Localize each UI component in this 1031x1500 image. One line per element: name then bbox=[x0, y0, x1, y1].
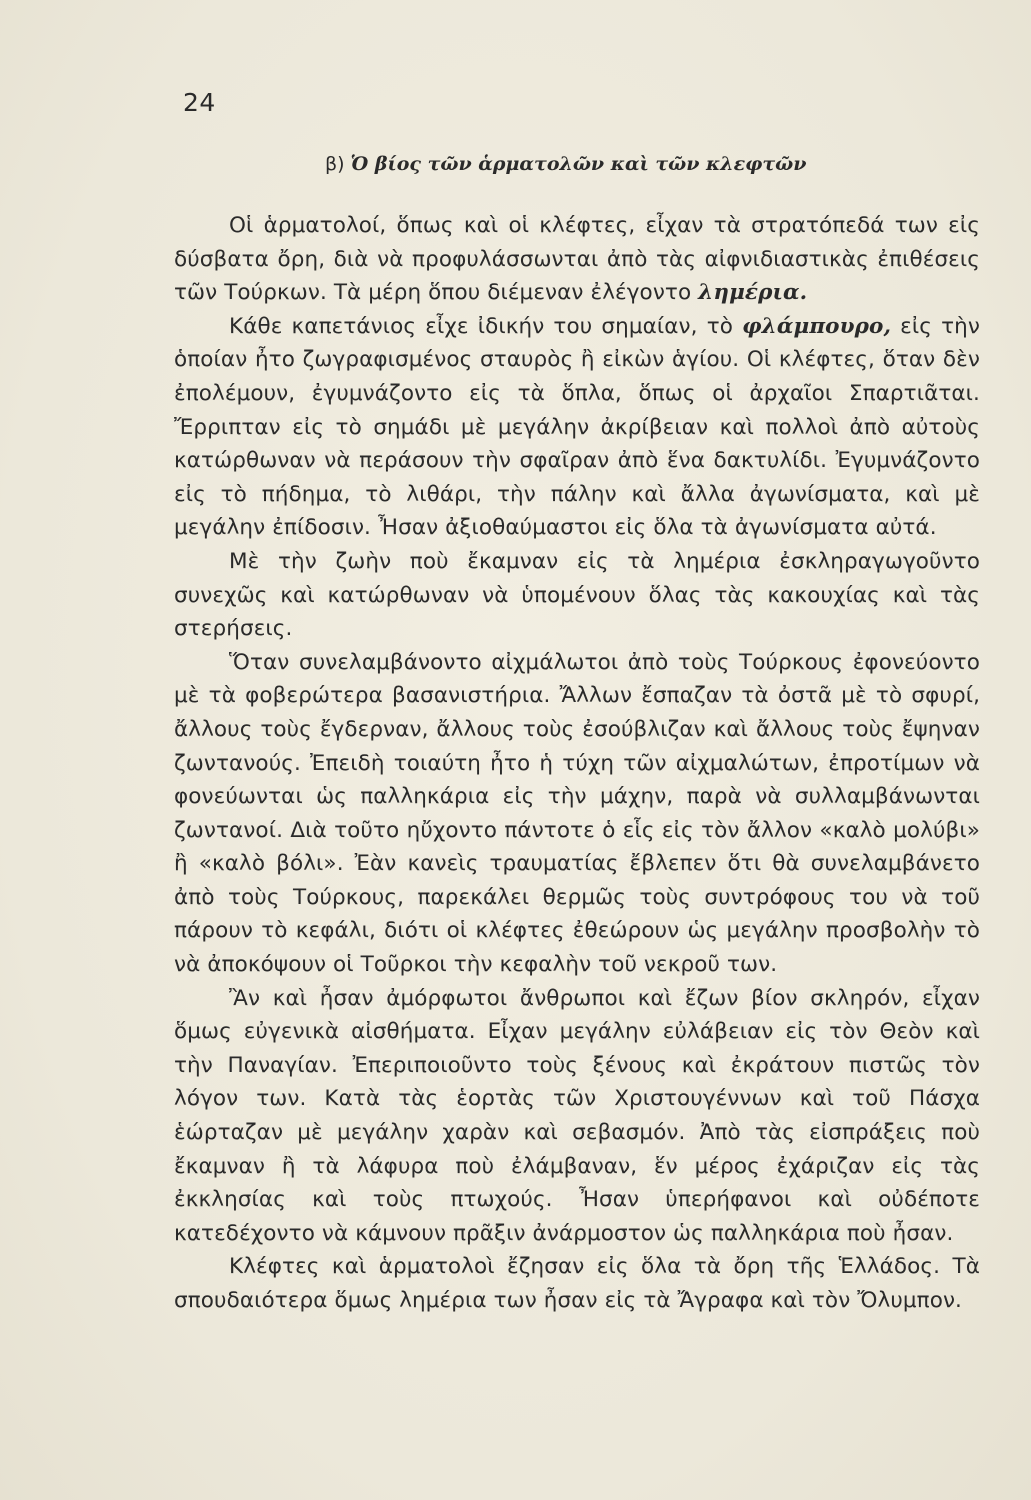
body-text bbox=[174, 209, 980, 1318]
paragraph-text: Κάθε καπετάνιος εἶχε ἰδικήν του σημαίαν, τὸ bbox=[229, 313, 743, 339]
section-heading-title: Ὁ βίος τῶν ἁρματολῶν καὶ τῶν κλεφτῶν bbox=[350, 153, 807, 175]
paragraph bbox=[174, 982, 980, 1251]
paragraph-text: εἰς τὴν ὁποίαν ἦτο ζωγραφισμένος σταυρὸς ἢ εἰκὼν ἁγίου. Οἱ κλέφτες, ὅταν δὲν ἐπολέμουν, ἐγυμνάζοντο εἰς τὰ ὅπλα, ὅπως οἱ ἀρχαῖοι Σπαρτιᾶται. Ἔρριπταν εἰς τὸ σημάδι μὲ μεγάλην ἀκρίβειαν καὶ πολλοὶ ἀπὸ αὐτοὺς κατώρθωναν νὰ περάσουν τὴν σφαῖραν ἀπὸ ἕνα δακτυλίδι. Ἐγυμνάζοντο εἰς τὸ πήδημα, τὸ λιθάρι, τὴν πάλην καὶ ἄλλα ἀγωνίσματα, καὶ μὲ μεγάλην ἐπίδοσιν. Ἦσαν ἀξιοθαύμαστοι εἰς ὅλα τὰ ἀγωνίσματα αὐτά. bbox=[174, 313, 980, 541]
paragraph-text: Οἱ ἁρματολοί, ὅπως καὶ οἱ κλέφτες, εἶχαν τὰ στρατόπεδά των εἰς δύσβατα ὄρη, διὰ νὰ προφυλάσσωνται ἀπὸ τὰς αἰφνιδιαστικὰς ἐπιθέσεις τῶν Τούρκων. Τὰ μέρη ὅπου διέμεναν ἐλέγοντο bbox=[174, 213, 980, 306]
paragraph bbox=[174, 209, 980, 310]
emphasized-term: λημέρια. bbox=[698, 280, 808, 306]
paragraph bbox=[174, 1250, 980, 1317]
paragraph-text: Ὅταν συνελαμβάνοντο αἰχμάλωτοι ἀπὸ τοὺς Τούρκους ἐφονεύοντο μὲ τὰ φοβερώτερα βασανιστήρια. Ἄλλων ἔσπαζαν τὰ ὀστᾶ μὲ τὸ σφυρί, ἄλλους τοὺς ἔγδερναν, ἄλλους τοὺς ἐσούβλιζαν καὶ ἄλλους τοὺς ἔψηναν ζωντανούς. Ἐπειδὴ τοιαύτη ἦτο ἡ τύχη τῶν αἰχμαλώτων, ἐπροτίμων νὰ φονεύωνται ὡς παλληκάρια εἰς τὴν μάχην, παρὰ νὰ συλλαμβάνωνται ζωντανοί. Διὰ τοῦτο ηὔχοντο πάντοτε ὁ εἷς εἰς τὸν ἄλλον «καλὸ μολύβι» ἢ «καλὸ βόλι». Ἐὰν κανεὶς τραυματίας ἔβλεπεν ὅτι θὰ συνελαμβάνετο ἀπὸ τοὺς Τούρκους, παρεκάλει θερμῶς τοὺς συντρόφους του νὰ τοῦ πάρουν τὸ κεφάλι, διότι οἱ κλέφτες ἐθεώρουν ὡς μεγάλην προσβολὴν τὸ νὰ ἀποκόψουν οἱ Τοῦρκοι τὴν κεφαλὴν τοῦ νεκροῦ των. bbox=[174, 649, 980, 978]
paragraph bbox=[174, 646, 980, 982]
paragraph-text: Κλέφτες καὶ ἁρματολοὶ ἔζησαν εἰς ὅλα τὰ ὄρη τῆς Ἑλλάδος. Τὰ σπουδαιότερα ὅμως λημέρια των ἦσαν εἰς τὰ Ἄγραφα καὶ τὸν Ὄλυμπον. bbox=[174, 1254, 980, 1313]
section-heading bbox=[325, 153, 806, 175]
paragraph-text: Ἂν καὶ ἦσαν ἀμόρφωτοι ἄνθρωποι καὶ ἔζων βίον σκληρόν, εἶχαν ὅμως εὐγενικὰ αἰσθήματα. Εἶχαν μεγάλην εὐλάβειαν εἰς τὸν Θεὸν καὶ τὴν Παναγίαν. Ἐπεριποιοῦντο τοὺς ξένους καὶ ἐκράτουν πιστῶς τὸν λόγον των. Κατὰ τὰς ἑορτὰς τῶν Χριστουγέννων καὶ τοῦ Πάσχα ἑώρταζαν μὲ μεγάλην χαρὰν καὶ σεβασμόν. Ἀπὸ τὰς εἰσπράξεις ποὺ ἔκαμναν ἢ τὰ λάφυρα ποὺ ἐλάμβαναν, ἕν μέρος ἐχάριζαν εἰς τὰς ἐκκλησίας καὶ τοὺς πτωχούς. Ἦσαν ὑπερήφανοι καὶ οὐδέποτε κατεδέχοντο νὰ κάμνουν πρᾶξιν ἀνάρμοστον ὡς παλληκάρια ποὺ ἦσαν. bbox=[174, 985, 980, 1246]
page-number: 24 bbox=[183, 88, 216, 117]
section-heading-prefix: β) bbox=[325, 153, 345, 175]
paragraph-text: Μὲ τὴν ζωὴν ποὺ ἔκαμναν εἰς τὰ λημέρια ἐσκληραγωγοῦντο συνεχῶς καὶ κατώρθωναν νὰ ὑπομένουν ὅλας τὰς κακουχίας καὶ τὰς στερήσεις. bbox=[174, 548, 980, 642]
emphasized-term: φλάμπουρο, bbox=[742, 313, 892, 339]
paragraph bbox=[174, 310, 980, 545]
paragraph bbox=[174, 545, 980, 646]
